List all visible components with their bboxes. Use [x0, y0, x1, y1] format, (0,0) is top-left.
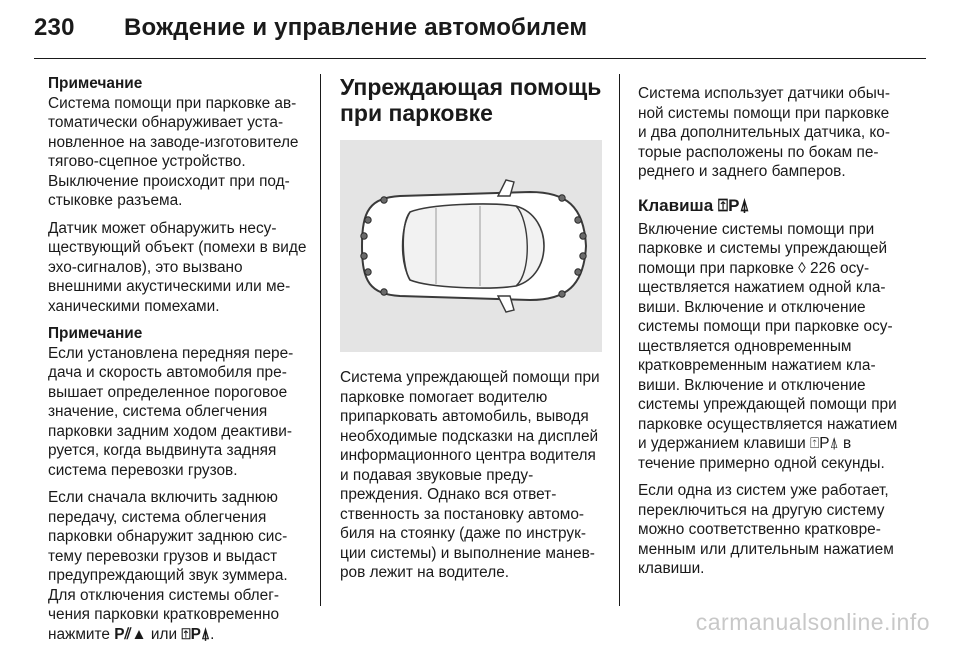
- paragraph-button-usage: Включение системы помощи при парковке и системы упреждающей помощи при парковке ◊ 226 осуществляется нажатием одной клавиши. Включение и отключение системы помощи при парковке осуществляется одновременным кратковременным нажатием клавиши. Включение и отключение системы упреждающей помощи при парковке осуществляется нажатием и удержанием клавиши ⍐P⍋ в течение примерно одной секунды.: [638, 220, 898, 472]
- paragraph-switching: Если одна из систем уже работает, переключиться на другую систему можно соответственно кратковременным или длительным нажатием клавиши.: [638, 482, 894, 577]
- column-2: [340, 74, 606, 591]
- car-sensor-figure: [340, 140, 602, 352]
- car-top-view-icon: [340, 140, 602, 352]
- subsection-title: Клавиша ⍐P⍋: [638, 195, 750, 215]
- column-3: [638, 84, 902, 587]
- header-rule: [34, 58, 926, 59]
- paragraph-reverse-gear-text: Если сначала включить заднюю передачу, система облегчения парковки обнаружит заднюю систему перевозки грузов и выдаст предупреждающий звук зуммера. Для отключения системы облегчения парковки кратковременно нажмите: [48, 489, 288, 643]
- section-body: Система упреждающей помощи при парковке помогает водителю припарковать автомобиль, выводя необходимые подсказки на дисплей информационного центра водителя и подавая звуковые предупреждения. Однако вся ответственность за постановку автомобиля на стоянку (даже по инструкции системы) и выполнение маневров лежит на водителе.: [340, 369, 600, 581]
- period: .: [210, 625, 215, 643]
- paragraph-sensors: Система использует датчики обычной системы помощи при парковке и два дополнительных датчика, которые расположены по бокам переднего и заднего бамперов.: [638, 85, 890, 180]
- note-2-title: Примечание: [48, 325, 143, 342]
- section-title: Упреждающая помощь при парковке: [340, 74, 602, 126]
- column-divider-1: [320, 74, 321, 606]
- page-header: [34, 14, 587, 48]
- advanced-park-assist-symbol: ⍐P⍋: [181, 625, 211, 643]
- column-divider-2: [619, 74, 620, 606]
- watermark: carmanualsonline.info: [695, 609, 930, 635]
- note-1-title: Примечание: [48, 75, 143, 92]
- or-word: или: [150, 625, 178, 643]
- paragraph-reverse-gear: [48, 488, 310, 644]
- note-1-body: Система помощи при парковке автоматически обнаруживает установленное на заводе-изготовителе тягово-сцепное устройство. Выключение происходит при подстыковке разъема.: [48, 94, 299, 209]
- park-assist-symbol: P⫽▲: [114, 625, 147, 643]
- page-number: 230: [34, 14, 75, 41]
- paragraph-sensor-noise: Датчик может обнаружить несуществующий объект (помехи в виде эхо-сигналов), это вызвано внешними акустическими или механическими помехами.: [48, 219, 307, 315]
- note-1: [48, 74, 310, 211]
- note-2-body: Если установлена передняя передача и скорость автомобиля превышает определенное пороговое значение, система облегчения парковки задним ходом деактивируется, когда выдвинута задняя система перевозки грузов.: [48, 344, 294, 479]
- note-2: [48, 324, 310, 480]
- page-title: Вождение и управление автомобилем: [124, 14, 588, 41]
- column-1: [48, 74, 310, 652]
